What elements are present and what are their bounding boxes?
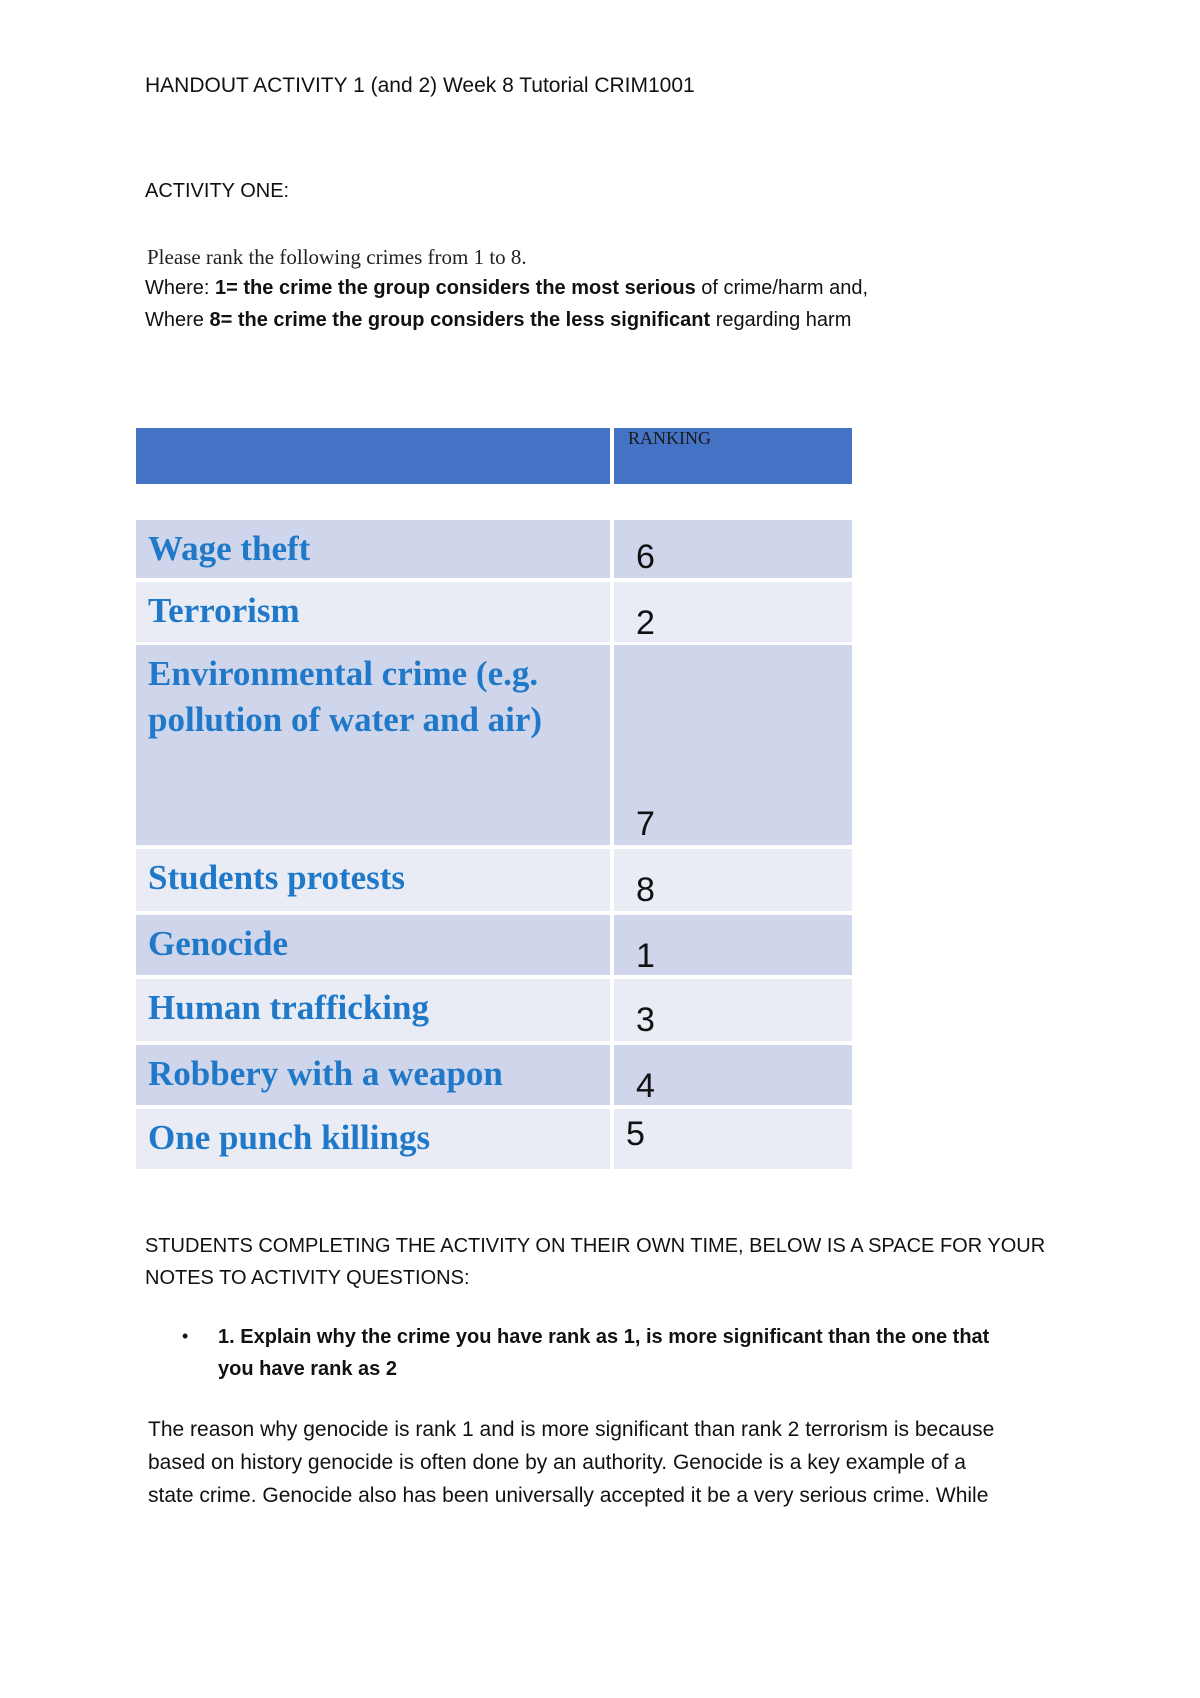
crime-cell: [136, 1045, 610, 1105]
crime-name: One punch killings: [148, 1118, 431, 1157]
notes-heading-line-2: NOTES TO ACTIVITY QUESTIONS:: [145, 1267, 470, 1289]
table-row: [136, 849, 852, 911]
table-row: [136, 582, 852, 642]
rank-value: 1: [636, 937, 655, 975]
crime-cell: [136, 979, 610, 1041]
crime-name: Human trafficking: [148, 988, 429, 1027]
instruction-line-3-bold: 8= the crime the group considers the less significant: [209, 309, 711, 331]
notes-heading-line-1: STUDENTS COMPLETING THE ACTIVITY ON THEIR OWN TIME, BELOW IS A SPACE FOR YOUR: [145, 1235, 1046, 1257]
table-row: [136, 915, 852, 975]
rank-cell: [614, 849, 852, 911]
crime-cell: [136, 645, 610, 845]
instruction-line-2: [145, 277, 868, 300]
crime-cell: [136, 582, 610, 642]
crime-cell: [136, 520, 610, 578]
rank-cell: [614, 645, 852, 845]
rank-value: 6: [636, 538, 655, 576]
table-row: [136, 1109, 852, 1169]
crime-name: Wage theft: [148, 529, 311, 568]
activity-title: ACTIVITY ONE:: [145, 180, 290, 202]
rank-value: 2: [636, 604, 655, 642]
instruction-line-3: [145, 309, 851, 332]
rank-cell: [614, 1109, 852, 1169]
instruction-line-3-prefix: Where: [145, 309, 210, 331]
instruction-line-3-suffix: regarding harm: [710, 309, 852, 331]
crime-name: Robbery with a weapon: [148, 1054, 503, 1093]
rank-cell: [614, 582, 852, 642]
instruction-line-2-bold: 1= the crime the group considers the most serious: [215, 277, 696, 299]
rank-value: 4: [636, 1067, 655, 1105]
table-row: [136, 520, 852, 578]
answer-line-1: The reason why genocide is rank 1 and is more significant than rank 2 terrorism is because: [148, 1418, 995, 1441]
question-1-line-1: 1. Explain why the crime you have rank as 1, is more significant than the one that: [218, 1326, 990, 1348]
crime-cell: [136, 849, 610, 911]
table-header-left-cell: [136, 428, 610, 484]
crime-name: Terrorism: [148, 591, 300, 630]
instruction-line-2-suffix: of crime/harm and,: [695, 277, 869, 299]
table-row: [136, 979, 852, 1041]
answer-line-3: state crime. Genocide also has been universally accepted it be a very serious crime. While: [148, 1484, 989, 1507]
rank-value: 5: [626, 1115, 645, 1153]
rank-value: 7: [636, 805, 655, 843]
rank-cell: [614, 979, 852, 1041]
rank-cell: [614, 915, 852, 975]
rank-value: 3: [636, 1001, 655, 1039]
table-row: [136, 645, 852, 845]
instruction-line-2-prefix: Where:: [145, 277, 216, 299]
page-header: HANDOUT ACTIVITY 1 (and 2) Week 8 Tutorial CRIM1001: [145, 74, 695, 97]
crime-cell: [136, 1109, 610, 1169]
rank-value: 8: [636, 871, 655, 909]
crime-name: Genocide: [148, 924, 288, 963]
question-1-line-2: you have rank as 2: [218, 1358, 397, 1380]
answer-line-2: based on history genocide is often done by an authority. Genocide is a key example of a: [148, 1451, 966, 1474]
crime-name: Students protests: [148, 858, 406, 897]
bullet-icon: •: [182, 1326, 189, 1346]
rank-cell: [614, 1045, 852, 1105]
crime-name: Environmental crime (e.g. pollution of water and air): [148, 654, 543, 739]
rank-cell: [614, 520, 852, 578]
table-row: [136, 1045, 852, 1105]
instruction-line-1: Please rank the following crimes from 1 to 8.: [147, 245, 527, 269]
crime-cell: [136, 915, 610, 975]
table-header-ranking: RANKING: [628, 428, 711, 448]
